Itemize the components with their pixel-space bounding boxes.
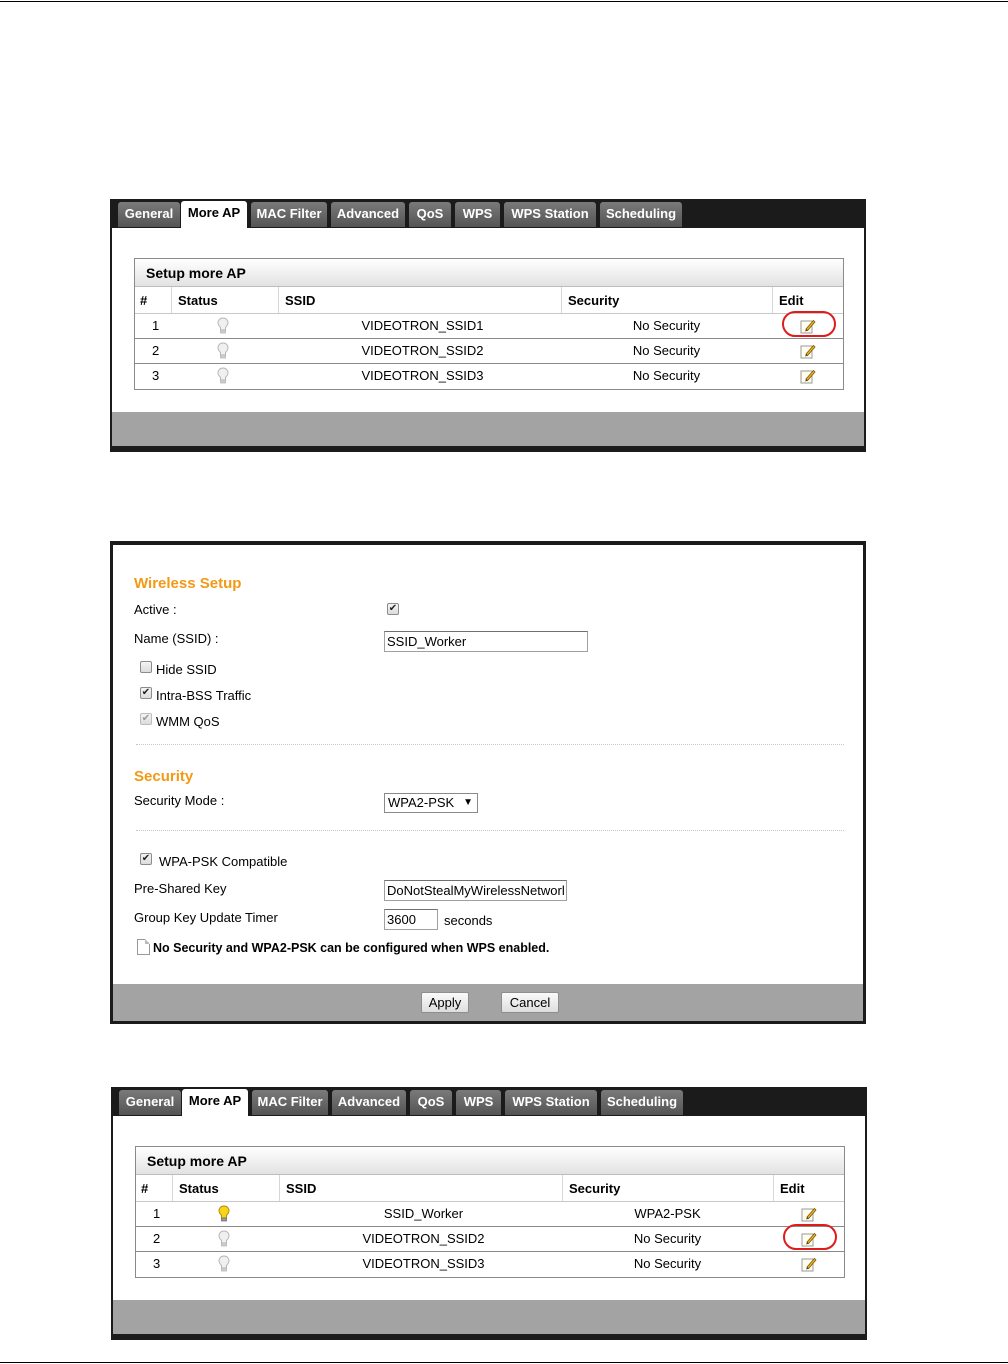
col-header-status: Status <box>171 287 278 313</box>
table-header-row <box>135 287 843 314</box>
col-header-number: # <box>141 1181 149 1196</box>
ssid-name-label: Name (SSID) : <box>134 631 219 646</box>
tab-more-ap[interactable]: More AP <box>181 201 247 228</box>
row-status <box>172 1252 279 1277</box>
row-ssid: VIDEOTRON_SSID2 <box>361 343 484 358</box>
row-number: 1 <box>153 1206 161 1221</box>
wps-note: No Security and WPA2-PSK can be configured when WPS enabled. <box>153 941 550 955</box>
dropdown-arrow-icon: ▼ <box>463 797 473 808</box>
wireless-setup-title: Wireless Setup <box>134 575 242 592</box>
bottom-page-rule <box>0 1362 1008 1363</box>
tab-mac-filter[interactable]: MAC Filter <box>251 202 327 227</box>
col-header-ssid: SSID <box>278 287 561 313</box>
form-footer <box>113 984 863 1021</box>
row-ssid: VIDEOTRON_SSID2 <box>362 1231 485 1246</box>
tab-qos[interactable]: QoS <box>409 202 451 227</box>
row-edit <box>773 1252 846 1277</box>
intra-bss-checkbox[interactable]: ✔ <box>141 687 151 698</box>
section-divider <box>136 830 844 831</box>
col-header-security: Security <box>561 287 772 313</box>
row-ssid: VIDEOTRON_SSID1 <box>361 318 484 333</box>
group-key-timer-unit: seconds <box>444 913 493 928</box>
setup-more-ap-table <box>135 1146 845 1278</box>
security-mode-label: Security Mode : <box>134 793 225 808</box>
row-number: 3 <box>153 1256 161 1271</box>
tab-scheduling[interactable]: Scheduling <box>601 1090 683 1115</box>
row-status <box>172 1202 279 1226</box>
wpa-psk-compatible-label: WPA-PSK Compatible <box>159 854 288 869</box>
col-header-ssid: SSID <box>279 1175 562 1201</box>
bulb-off-icon <box>217 342 229 360</box>
bulb-off-icon <box>217 317 229 335</box>
bulb-off-icon <box>218 1230 230 1248</box>
hide-ssid-label: Hide SSID <box>156 662 217 677</box>
tab-wps-station[interactable]: WPS Station <box>505 1090 597 1115</box>
tab-advanced[interactable]: Advanced <box>331 202 405 227</box>
panel-body <box>112 228 864 412</box>
panel-body <box>113 1116 865 1300</box>
tab-bar <box>113 1087 865 1116</box>
table-title: Setup more AP <box>135 259 843 287</box>
security-title: Security <box>134 768 194 785</box>
wmm-qos-label: WMM QoS <box>156 714 220 729</box>
tab-bar <box>112 199 864 228</box>
row-status <box>171 339 278 363</box>
tab-qos[interactable]: QoS <box>410 1090 452 1115</box>
bulb-off-icon <box>218 1255 230 1273</box>
panel-footer <box>113 1300 865 1334</box>
row-status <box>171 314 278 338</box>
highlight-circle <box>783 1224 837 1250</box>
row-ssid: VIDEOTRON_SSID3 <box>361 368 484 383</box>
tab-general[interactable]: General <box>119 1090 181 1115</box>
tab-more-ap[interactable]: More AP <box>182 1089 248 1116</box>
table-header-row <box>136 1175 844 1202</box>
table-row <box>135 364 843 389</box>
table-row <box>135 314 843 339</box>
row-ssid: VIDEOTRON_SSID3 <box>362 1256 485 1271</box>
row-security: No Security <box>632 343 701 358</box>
edit-icon[interactable] <box>801 1256 817 1272</box>
row-number: 2 <box>152 343 160 358</box>
row-edit <box>773 1202 846 1226</box>
table-title: Setup more AP <box>136 1147 844 1175</box>
tab-mac-filter[interactable]: MAC Filter <box>252 1090 328 1115</box>
wireless-setup-panel <box>110 541 866 1024</box>
wmm-qos-checkbox[interactable]: ✔ <box>141 713 151 724</box>
row-number: 3 <box>152 368 160 383</box>
more-ap-panel-after <box>111 1087 867 1340</box>
note-icon <box>137 939 150 955</box>
cancel-button[interactable]: Cancel <box>501 992 559 1013</box>
edit-icon[interactable] <box>801 1206 817 1222</box>
pre-shared-key-label: Pre-Shared Key <box>134 881 227 896</box>
pre-shared-key-input[interactable]: DoNotStealMyWirelessNetworl <box>384 880 567 901</box>
group-key-timer-label: Group Key Update Timer <box>134 910 278 925</box>
tab-wps[interactable]: WPS <box>456 1090 501 1115</box>
table-row <box>136 1252 844 1277</box>
col-header-number: # <box>140 293 148 308</box>
wpa-psk-compatible-checkbox[interactable]: ✔ <box>141 853 151 864</box>
row-status <box>171 364 278 389</box>
bulb-on-icon <box>218 1205 230 1223</box>
row-security: No Security <box>632 318 701 333</box>
row-security: No Security <box>633 1231 702 1246</box>
group-key-timer-input[interactable]: 3600 <box>384 909 438 930</box>
col-header-security: Security <box>562 1175 773 1201</box>
row-number: 1 <box>152 318 160 333</box>
panel-footer <box>112 412 864 446</box>
col-header-edit: Edit <box>772 287 845 313</box>
table-row <box>135 339 843 364</box>
row-security: No Security <box>633 1256 702 1271</box>
row-edit <box>772 339 845 363</box>
table-row <box>136 1202 844 1227</box>
row-edit <box>773 1227 846 1251</box>
row-edit <box>772 364 845 389</box>
security-mode-value: WPA2-PSK <box>388 795 455 810</box>
security-mode-select[interactable] <box>384 793 478 813</box>
row-number: 2 <box>153 1231 161 1246</box>
col-header-edit: Edit <box>773 1175 846 1201</box>
apply-button[interactable]: Apply <box>421 992 469 1013</box>
active-checkbox[interactable]: ✔ <box>388 603 398 614</box>
highlight-circle <box>782 311 836 337</box>
tab-wps[interactable]: WPS <box>455 202 500 227</box>
bulb-off-icon <box>217 367 229 385</box>
form-body <box>113 545 863 984</box>
row-security: WPA2-PSK <box>634 1206 701 1221</box>
row-edit <box>772 314 845 338</box>
intra-bss-label: Intra-BSS Traffic <box>156 688 252 703</box>
ssid-name-input[interactable]: SSID_Worker <box>384 631 588 652</box>
active-label: Active : <box>134 602 177 617</box>
row-status <box>172 1227 279 1251</box>
setup-more-ap-table <box>134 258 844 390</box>
row-security: No Security <box>632 368 701 383</box>
more-ap-panel-before <box>110 199 866 452</box>
row-ssid: SSID_Worker <box>383 1206 464 1221</box>
tab-wps-station[interactable]: WPS Station <box>504 202 596 227</box>
tab-advanced[interactable]: Advanced <box>332 1090 406 1115</box>
col-header-status: Status <box>172 1175 279 1201</box>
table-row <box>136 1227 844 1252</box>
section-divider <box>136 744 844 745</box>
hide-ssid-checkbox[interactable] <box>140 661 152 673</box>
tab-general[interactable]: General <box>118 202 180 227</box>
top-page-rule <box>0 1 1008 2</box>
edit-icon[interactable] <box>800 343 816 359</box>
tab-scheduling[interactable]: Scheduling <box>600 202 682 227</box>
edit-icon[interactable] <box>800 368 816 384</box>
